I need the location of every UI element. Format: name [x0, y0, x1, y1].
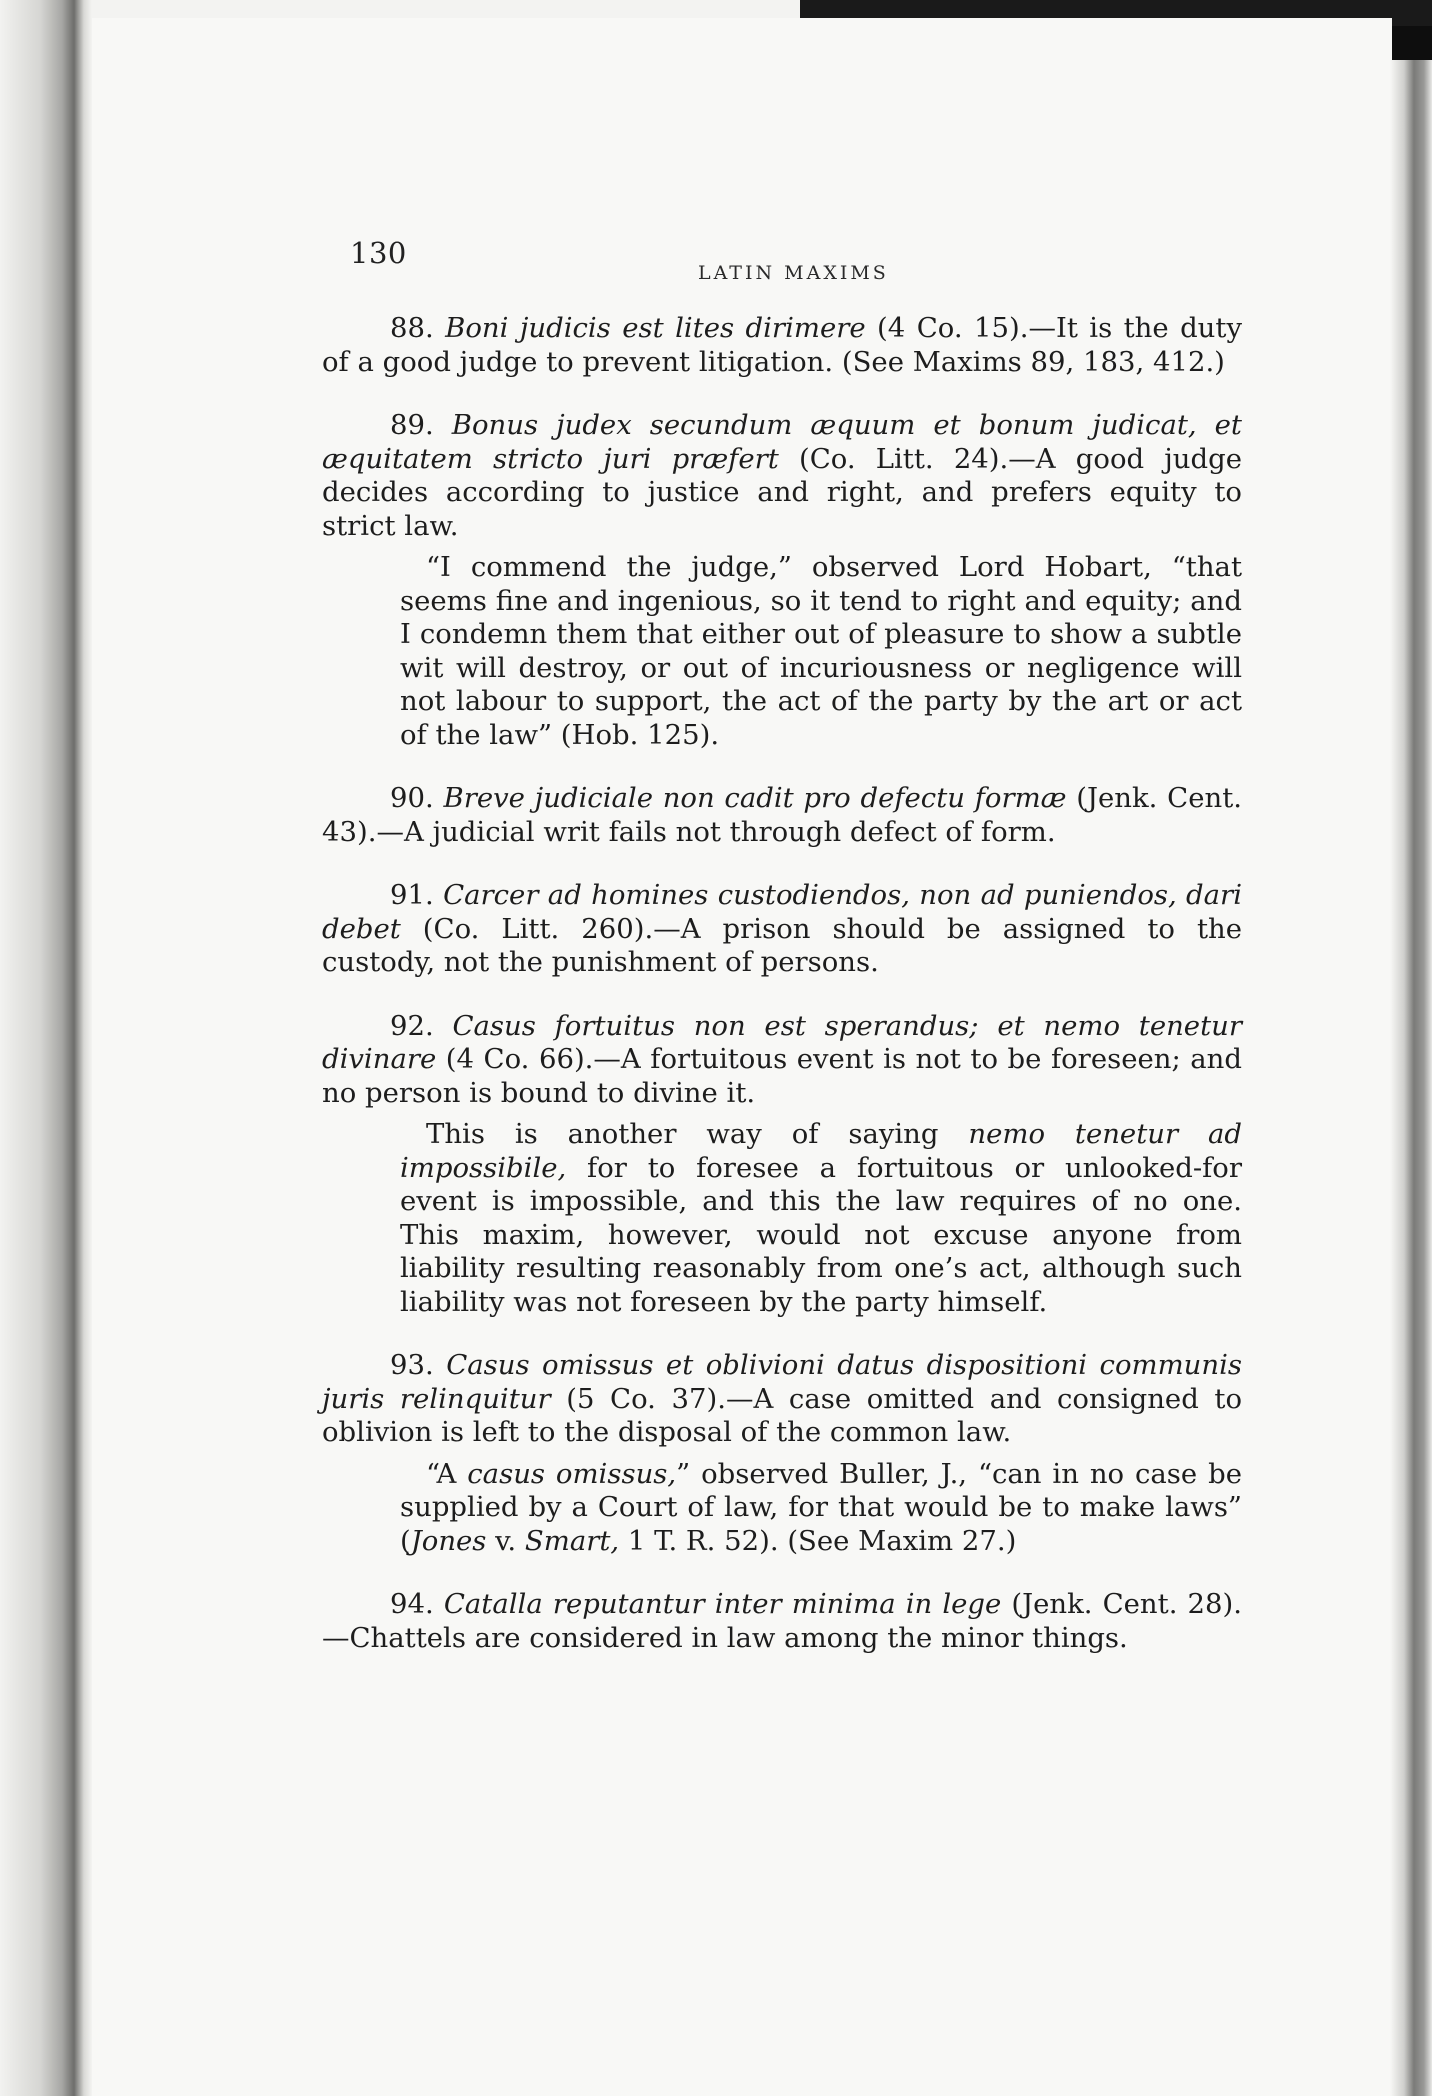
- commentary-latin: nemo tenetur ad impossibile,: [400, 1118, 1242, 1184]
- case-party: Smart,: [524, 1524, 620, 1557]
- commentary-text: “A: [426, 1457, 468, 1490]
- commentary-text: ” observed Buller, J., “can in no case be supplied by a Court of law, for that would be to make laws” (: [400, 1457, 1242, 1557]
- commentary-text: “I commend the judge,” observed Lord Hobart, “that seems fine and ingenious, so it tend to right and equity; and I condemn them that either out of pleasure to show a subtle wit will destroy, or out of incuriousness or negligence will not labour to support, the act of the party by the art or act of the law” (Hob. 125).: [400, 551, 1242, 751]
- maxim-93: [322, 1349, 1242, 1450]
- commentary-text: 1 T. R. 52). (See Maxim 27.): [619, 1524, 1017, 1557]
- page-body: [322, 312, 1242, 1685]
- maxim-91: [322, 879, 1242, 980]
- maxim-88: [322, 312, 1242, 379]
- maxim-92: [322, 1010, 1242, 1111]
- latin-maxim: Casus omissus et oblivioni datus dispositioni communis juris relinquitur: [322, 1349, 1242, 1415]
- maxim-number: 89.: [390, 409, 434, 441]
- maxim-translation: (Co. Litt. 24).—A good judge decides according to justice and right, and prefers equity to strict law.: [322, 442, 1242, 542]
- latin-maxim: Catalla reputantur inter minima in lege: [443, 1588, 1002, 1620]
- latin-maxim: Carcer ad homines custodiendos, non ad puniendos, dari debet: [322, 879, 1242, 945]
- page-header: [350, 236, 1230, 286]
- page-number: 130: [350, 236, 407, 270]
- latin-maxim: Casus fortuitus non est sperandus; et nemo tenetur divinare: [322, 1009, 1242, 1075]
- latin-maxim: Breve judiciale non cadit pro defectu formæ: [443, 782, 1067, 814]
- maxim-translation: (4 Co. 15).—It is the duty of a good judge to prevent litigation. (See Maxims 89, 183, 412.): [322, 312, 1242, 378]
- commentary-text: This is another way of saying: [426, 1118, 969, 1150]
- commentary-92: [400, 1118, 1242, 1319]
- maxim-translation: (Jenk. Cent. 43).—A judicial writ fails not through defect of form.: [322, 782, 1242, 848]
- case-party: Jones: [410, 1524, 487, 1557]
- maxim-translation: (Co. Litt. 260).—A prison should be assigned to the custody, not the punishment of persons.: [322, 912, 1242, 978]
- commentary-89: [400, 551, 1242, 752]
- commentary-text: for to foresee a fortuitous or unlooked-for event is impossible, and this the law requires of no one. This maxim, however, would not excuse anyone from liability resulting reasonably from one’s act, although such liability was not foreseen by the party himself.: [400, 1151, 1242, 1318]
- maxim-translation: (5 Co. 37).—A case omitted and consigned to oblivion is left to the disposal of the common law.: [322, 1382, 1243, 1448]
- maxim-number: 93.: [390, 1349, 434, 1381]
- maxim-number: 92.: [390, 1009, 434, 1042]
- latin-maxim: Boni judicis est lites dirimere: [445, 312, 866, 344]
- case-versus: v.: [486, 1524, 525, 1557]
- maxim-number: 90.: [390, 782, 434, 814]
- maxim-number: 91.: [390, 879, 434, 911]
- maxim-translation: (4 Co. 66).—A fortuitous event is not to be foreseen; and no person is bound to divine it.: [322, 1043, 1242, 1109]
- maxim-number: 88.: [390, 312, 434, 344]
- commentary-latin: casus omissus,: [467, 1457, 677, 1490]
- running-head: LATIN MAXIMS: [698, 262, 889, 284]
- latin-maxim: Bonus judex secundum æquum et bonum judicat, et æquitatem stricto juri præfert: [322, 409, 1242, 475]
- commentary-93: [400, 1458, 1242, 1559]
- maxim-number: 94.: [390, 1588, 434, 1620]
- maxim-94: [322, 1588, 1242, 1655]
- maxim-translation: (Jenk. Cent. 28). —Chattels are considered in law among the minor things.: [322, 1588, 1242, 1654]
- maxim-90: [322, 782, 1242, 849]
- page-right-edge: [1390, 60, 1432, 2096]
- book-binding-edge: [0, 0, 92, 2096]
- maxim-89: [322, 409, 1242, 543]
